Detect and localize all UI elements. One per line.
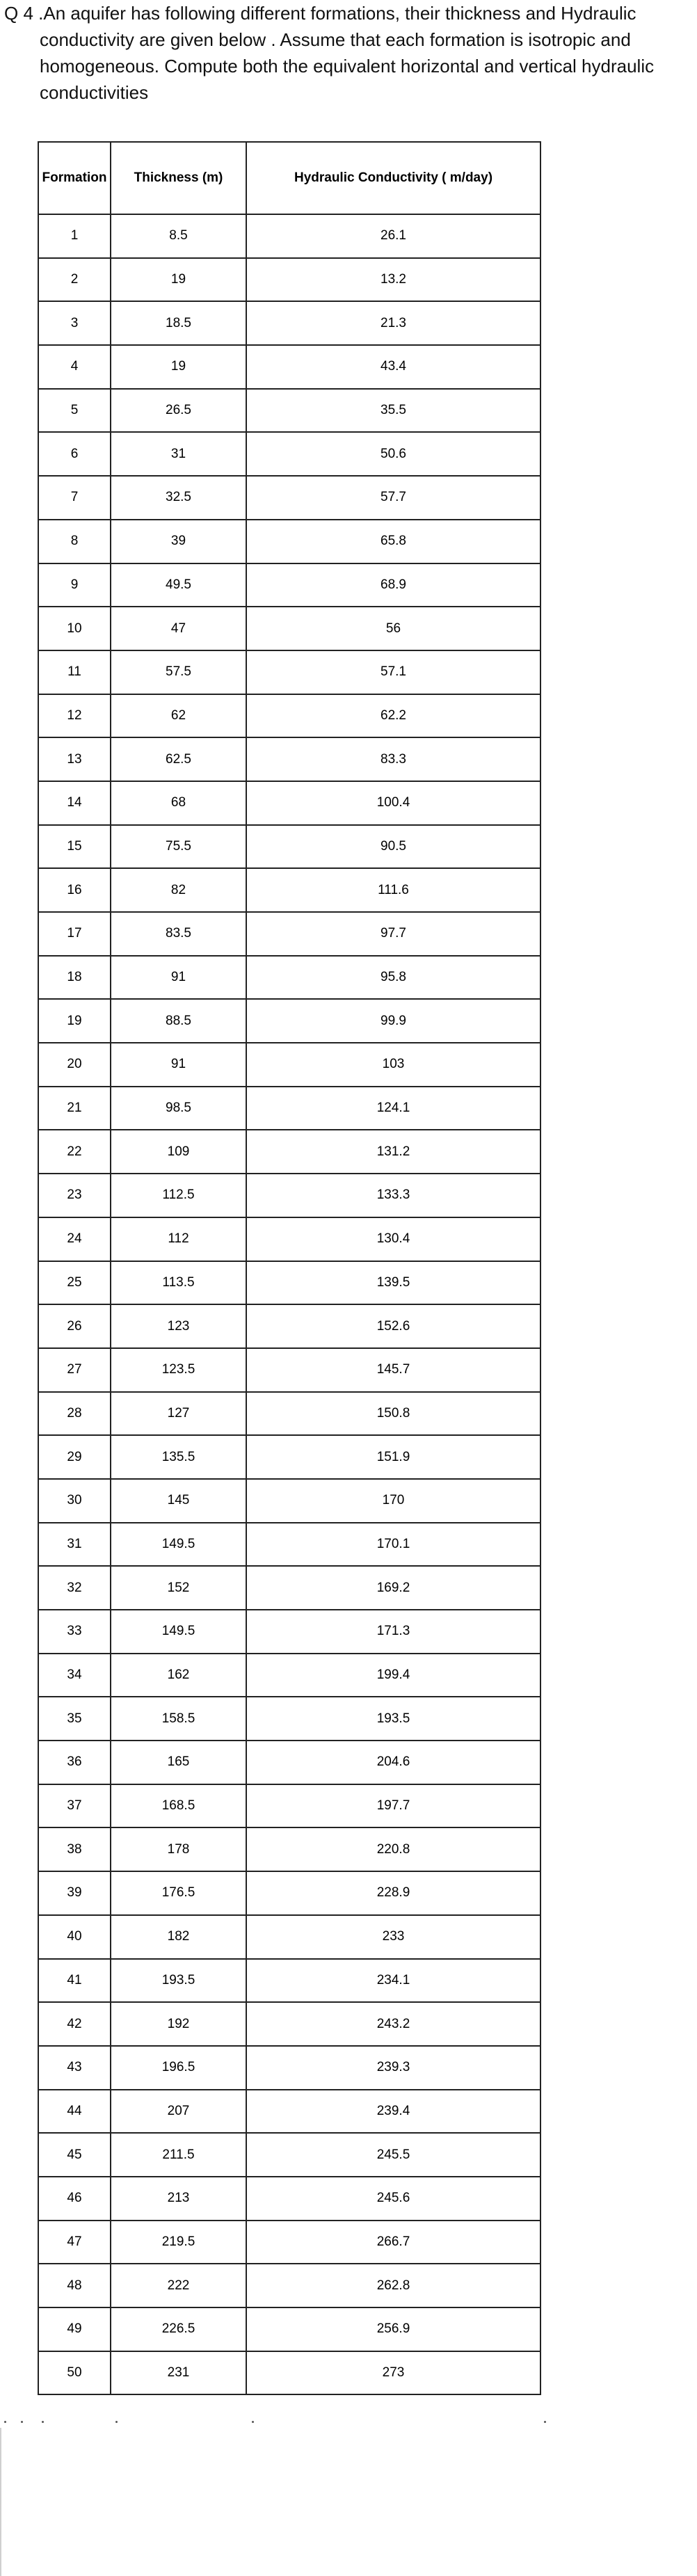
cell-conductivity: 57.7 xyxy=(246,476,540,520)
cell-thickness: 32.5 xyxy=(111,476,246,520)
cell-thickness: 62.5 xyxy=(111,737,246,781)
table-row xyxy=(38,1130,540,1174)
table-row xyxy=(38,520,540,563)
cell-conductivity: 145.7 xyxy=(246,1348,540,1392)
cell-conductivity: 62.2 xyxy=(246,694,540,738)
cell-thickness: 219.5 xyxy=(111,2221,246,2264)
cell-conductivity: 124.1 xyxy=(246,1087,540,1130)
cell-formation: 21 xyxy=(38,1087,111,1130)
table-row xyxy=(38,868,540,912)
cell-conductivity: 197.7 xyxy=(246,1784,540,1828)
cell-thickness: 91 xyxy=(111,956,246,1000)
cell-formation: 42 xyxy=(38,2002,111,2046)
table-row xyxy=(38,1261,540,1305)
table-row xyxy=(38,694,540,738)
table-row xyxy=(38,607,540,650)
cell-conductivity: 65.8 xyxy=(246,520,540,563)
cell-formation: 17 xyxy=(38,912,111,956)
cell-conductivity: 130.4 xyxy=(246,1217,540,1261)
cell-conductivity: 56 xyxy=(246,607,540,650)
table-row xyxy=(38,301,540,345)
table-row xyxy=(38,650,540,694)
cell-conductivity: 68.9 xyxy=(246,563,540,607)
table-row xyxy=(38,2351,540,2395)
cell-thickness: 39 xyxy=(111,520,246,563)
cell-conductivity: 103 xyxy=(246,1043,540,1087)
cell-formation: 47 xyxy=(38,2221,111,2264)
cell-thickness: 165 xyxy=(111,1741,246,1784)
cell-thickness: 182 xyxy=(111,1915,246,1959)
table-row xyxy=(38,1217,540,1261)
cell-conductivity: 43.4 xyxy=(246,345,540,389)
table-row xyxy=(38,1392,540,1436)
cell-conductivity: 266.7 xyxy=(246,2221,540,2264)
cell-conductivity: 169.2 xyxy=(246,1566,540,1610)
table-row xyxy=(38,2046,540,2090)
dot xyxy=(4,2421,6,2423)
table-row xyxy=(38,1523,540,1567)
cell-conductivity: 21.3 xyxy=(246,301,540,345)
cell-conductivity: 171.3 xyxy=(246,1610,540,1654)
cell-thickness: 109 xyxy=(111,1130,246,1174)
cell-thickness: 176.5 xyxy=(111,1871,246,1915)
cell-thickness: 207 xyxy=(111,2090,246,2134)
cell-formation: 35 xyxy=(38,1697,111,1741)
cell-thickness: 112 xyxy=(111,1217,246,1261)
table-row xyxy=(38,781,540,825)
cell-formation: 22 xyxy=(38,1130,111,1174)
header-thickness: Thickness (m) xyxy=(111,142,246,214)
table-row xyxy=(38,1087,540,1130)
cell-formation: 19 xyxy=(38,999,111,1043)
cell-conductivity: 199.4 xyxy=(246,1654,540,1697)
cell-formation: 23 xyxy=(38,1174,111,1217)
table-row xyxy=(38,912,540,956)
table-row xyxy=(38,389,540,433)
cell-conductivity: 13.2 xyxy=(246,258,540,302)
cell-formation: 5 xyxy=(38,389,111,433)
cell-thickness: 149.5 xyxy=(111,1523,246,1567)
cell-conductivity: 26.1 xyxy=(246,214,540,258)
page-edge-line xyxy=(0,2428,1,2576)
cell-thickness: 91 xyxy=(111,1043,246,1087)
cell-conductivity: 243.2 xyxy=(246,2002,540,2046)
header-hydraulic-conductivity: Hydraulic Conductivity ( m/day) xyxy=(246,142,540,214)
cell-thickness: 31 xyxy=(111,432,246,476)
table-row xyxy=(38,1479,540,1523)
cell-conductivity: 239.3 xyxy=(246,2046,540,2090)
table-row xyxy=(38,1697,540,1741)
cell-formation: 24 xyxy=(38,1217,111,1261)
cell-conductivity: 95.8 xyxy=(246,956,540,1000)
cell-thickness: 211.5 xyxy=(111,2133,246,2177)
cell-conductivity: 90.5 xyxy=(246,825,540,869)
cell-formation: 48 xyxy=(38,2264,111,2307)
cell-conductivity: 83.3 xyxy=(246,737,540,781)
table-row xyxy=(38,825,540,869)
cell-formation: 50 xyxy=(38,2351,111,2395)
cell-formation: 43 xyxy=(38,2046,111,2090)
dot xyxy=(21,2421,23,2423)
cell-thickness: 19 xyxy=(111,258,246,302)
dot xyxy=(252,2421,254,2423)
cell-formation: 25 xyxy=(38,1261,111,1305)
cell-thickness: 149.5 xyxy=(111,1610,246,1654)
cell-formation: 20 xyxy=(38,1043,111,1087)
cell-thickness: 47 xyxy=(111,607,246,650)
cell-conductivity: 152.6 xyxy=(246,1304,540,1348)
table-row xyxy=(38,1566,540,1610)
cell-thickness: 222 xyxy=(111,2264,246,2307)
table-row xyxy=(38,1915,540,1959)
cell-thickness: 213 xyxy=(111,2177,246,2221)
table-row xyxy=(38,214,540,258)
cell-formation: 36 xyxy=(38,1741,111,1784)
cell-formation: 26 xyxy=(38,1304,111,1348)
table-row xyxy=(38,2090,540,2134)
cell-formation: 37 xyxy=(38,1784,111,1828)
cell-formation: 44 xyxy=(38,2090,111,2134)
cell-conductivity: 234.1 xyxy=(246,1959,540,2003)
cell-conductivity: 133.3 xyxy=(246,1174,540,1217)
cell-thickness: 152 xyxy=(111,1566,246,1610)
table-row xyxy=(38,1784,540,1828)
cell-formation: 39 xyxy=(38,1871,111,1915)
cell-formation: 31 xyxy=(38,1523,111,1567)
formation-table xyxy=(38,141,541,2395)
cell-thickness: 62 xyxy=(111,694,246,738)
cell-conductivity: 99.9 xyxy=(246,999,540,1043)
cell-formation: 29 xyxy=(38,1435,111,1479)
question-line: Q 4 .An aquifer has following different formations, their thickness and Hydraulic xyxy=(4,3,636,24)
table-row xyxy=(38,563,540,607)
cell-thickness: 162 xyxy=(111,1654,246,1697)
cell-thickness: 135.5 xyxy=(111,1435,246,1479)
cell-formation: 6 xyxy=(38,432,111,476)
cell-thickness: 123 xyxy=(111,1304,246,1348)
cell-formation: 12 xyxy=(38,694,111,738)
table-row xyxy=(38,956,540,1000)
cell-thickness: 123.5 xyxy=(111,1348,246,1392)
cell-formation: 45 xyxy=(38,2133,111,2177)
cell-conductivity: 228.9 xyxy=(246,1871,540,1915)
cell-thickness: 112.5 xyxy=(111,1174,246,1217)
cell-thickness: 113.5 xyxy=(111,1261,246,1305)
cell-formation: 13 xyxy=(38,737,111,781)
cell-thickness: 192 xyxy=(111,2002,246,2046)
table-row xyxy=(38,1610,540,1654)
cell-thickness: 168.5 xyxy=(111,1784,246,1828)
cell-thickness: 19 xyxy=(111,345,246,389)
table-row xyxy=(38,1959,540,2003)
question-text xyxy=(4,0,672,106)
cell-thickness: 196.5 xyxy=(111,2046,246,2090)
cell-conductivity: 100.4 xyxy=(246,781,540,825)
cell-thickness: 145 xyxy=(111,1479,246,1523)
table-row xyxy=(38,1304,540,1348)
cell-conductivity: 35.5 xyxy=(246,389,540,433)
cell-conductivity: 97.7 xyxy=(246,912,540,956)
cell-thickness: 88.5 xyxy=(111,999,246,1043)
cell-formation: 32 xyxy=(38,1566,111,1610)
table-row xyxy=(38,476,540,520)
cell-formation: 8 xyxy=(38,520,111,563)
table-body xyxy=(38,214,540,2394)
table-row xyxy=(38,2307,540,2351)
table-row xyxy=(38,2221,540,2264)
dot xyxy=(42,2421,44,2423)
table-header-row xyxy=(38,142,540,214)
cell-conductivity: 111.6 xyxy=(246,868,540,912)
cell-formation: 7 xyxy=(38,476,111,520)
cell-formation: 4 xyxy=(38,345,111,389)
cell-thickness: 83.5 xyxy=(111,912,246,956)
table-row xyxy=(38,737,540,781)
cell-formation: 28 xyxy=(38,1392,111,1436)
table-row xyxy=(38,2177,540,2221)
cell-thickness: 8.5 xyxy=(111,214,246,258)
cell-formation: 11 xyxy=(38,650,111,694)
table-row xyxy=(38,2133,540,2177)
cell-formation: 46 xyxy=(38,2177,111,2221)
cell-formation: 18 xyxy=(38,956,111,1000)
cell-formation: 10 xyxy=(38,607,111,650)
cell-conductivity: 233 xyxy=(246,1915,540,1959)
cell-formation: 40 xyxy=(38,1915,111,1959)
table-row xyxy=(38,432,540,476)
question-line: homogeneous. Compute both the equivalent horizontal and vertical hydraulic xyxy=(40,56,655,77)
cell-thickness: 57.5 xyxy=(111,650,246,694)
cell-conductivity: 245.6 xyxy=(246,2177,540,2221)
cell-formation: 33 xyxy=(38,1610,111,1654)
cell-thickness: 49.5 xyxy=(111,563,246,607)
cell-conductivity: 239.4 xyxy=(246,2090,540,2134)
cell-conductivity: 150.8 xyxy=(246,1392,540,1436)
table-row xyxy=(38,1741,540,1784)
cell-formation: 27 xyxy=(38,1348,111,1392)
cell-thickness: 98.5 xyxy=(111,1087,246,1130)
dotted-artifact xyxy=(0,2421,697,2426)
cell-thickness: 226.5 xyxy=(111,2307,246,2351)
cell-thickness: 193.5 xyxy=(111,1959,246,2003)
cell-formation: 1 xyxy=(38,214,111,258)
cell-thickness: 127 xyxy=(111,1392,246,1436)
cell-formation: 38 xyxy=(38,1827,111,1871)
cell-conductivity: 57.1 xyxy=(246,650,540,694)
cell-thickness: 82 xyxy=(111,868,246,912)
cell-formation: 30 xyxy=(38,1479,111,1523)
cell-conductivity: 50.6 xyxy=(246,432,540,476)
cell-conductivity: 256.9 xyxy=(246,2307,540,2351)
table-row xyxy=(38,258,540,302)
cell-conductivity: 170.1 xyxy=(246,1523,540,1567)
cell-conductivity: 193.5 xyxy=(246,1697,540,1741)
cell-formation: 49 xyxy=(38,2307,111,2351)
cell-conductivity: 131.2 xyxy=(246,1130,540,1174)
cell-conductivity: 245.5 xyxy=(246,2133,540,2177)
cell-thickness: 178 xyxy=(111,1827,246,1871)
table-row xyxy=(38,1827,540,1871)
table-row xyxy=(38,1654,540,1697)
cell-thickness: 18.5 xyxy=(111,301,246,345)
table-row xyxy=(38,1435,540,1479)
cell-formation: 16 xyxy=(38,868,111,912)
cell-formation: 41 xyxy=(38,1959,111,2003)
cell-formation: 34 xyxy=(38,1654,111,1697)
cell-thickness: 75.5 xyxy=(111,825,246,869)
cell-conductivity: 170 xyxy=(246,1479,540,1523)
cell-conductivity: 204.6 xyxy=(246,1741,540,1784)
cell-formation: 2 xyxy=(38,258,111,302)
table-row xyxy=(38,2264,540,2307)
cell-thickness: 68 xyxy=(111,781,246,825)
cell-conductivity: 151.9 xyxy=(246,1435,540,1479)
cell-formation: 3 xyxy=(38,301,111,345)
table-row xyxy=(38,345,540,389)
cell-thickness: 231 xyxy=(111,2351,246,2395)
table-row xyxy=(38,999,540,1043)
question-line: conductivities xyxy=(40,82,149,103)
cell-thickness: 26.5 xyxy=(111,389,246,433)
cell-formation: 14 xyxy=(38,781,111,825)
table-row xyxy=(38,1871,540,1915)
dot xyxy=(544,2421,546,2423)
cell-formation: 15 xyxy=(38,825,111,869)
table-row xyxy=(38,1174,540,1217)
table-row xyxy=(38,2002,540,2046)
cell-conductivity: 262.8 xyxy=(246,2264,540,2307)
question-line: conductivity are given below . Assume that each formation is isotropic and xyxy=(40,29,631,50)
table-row xyxy=(38,1043,540,1087)
cell-formation: 9 xyxy=(38,563,111,607)
header-formation: Formation xyxy=(38,142,111,214)
cell-conductivity: 139.5 xyxy=(246,1261,540,1305)
cell-conductivity: 273 xyxy=(246,2351,540,2395)
dot xyxy=(115,2421,118,2423)
table-row xyxy=(38,1348,540,1392)
cell-thickness: 158.5 xyxy=(111,1697,246,1741)
cell-conductivity: 220.8 xyxy=(246,1827,540,1871)
